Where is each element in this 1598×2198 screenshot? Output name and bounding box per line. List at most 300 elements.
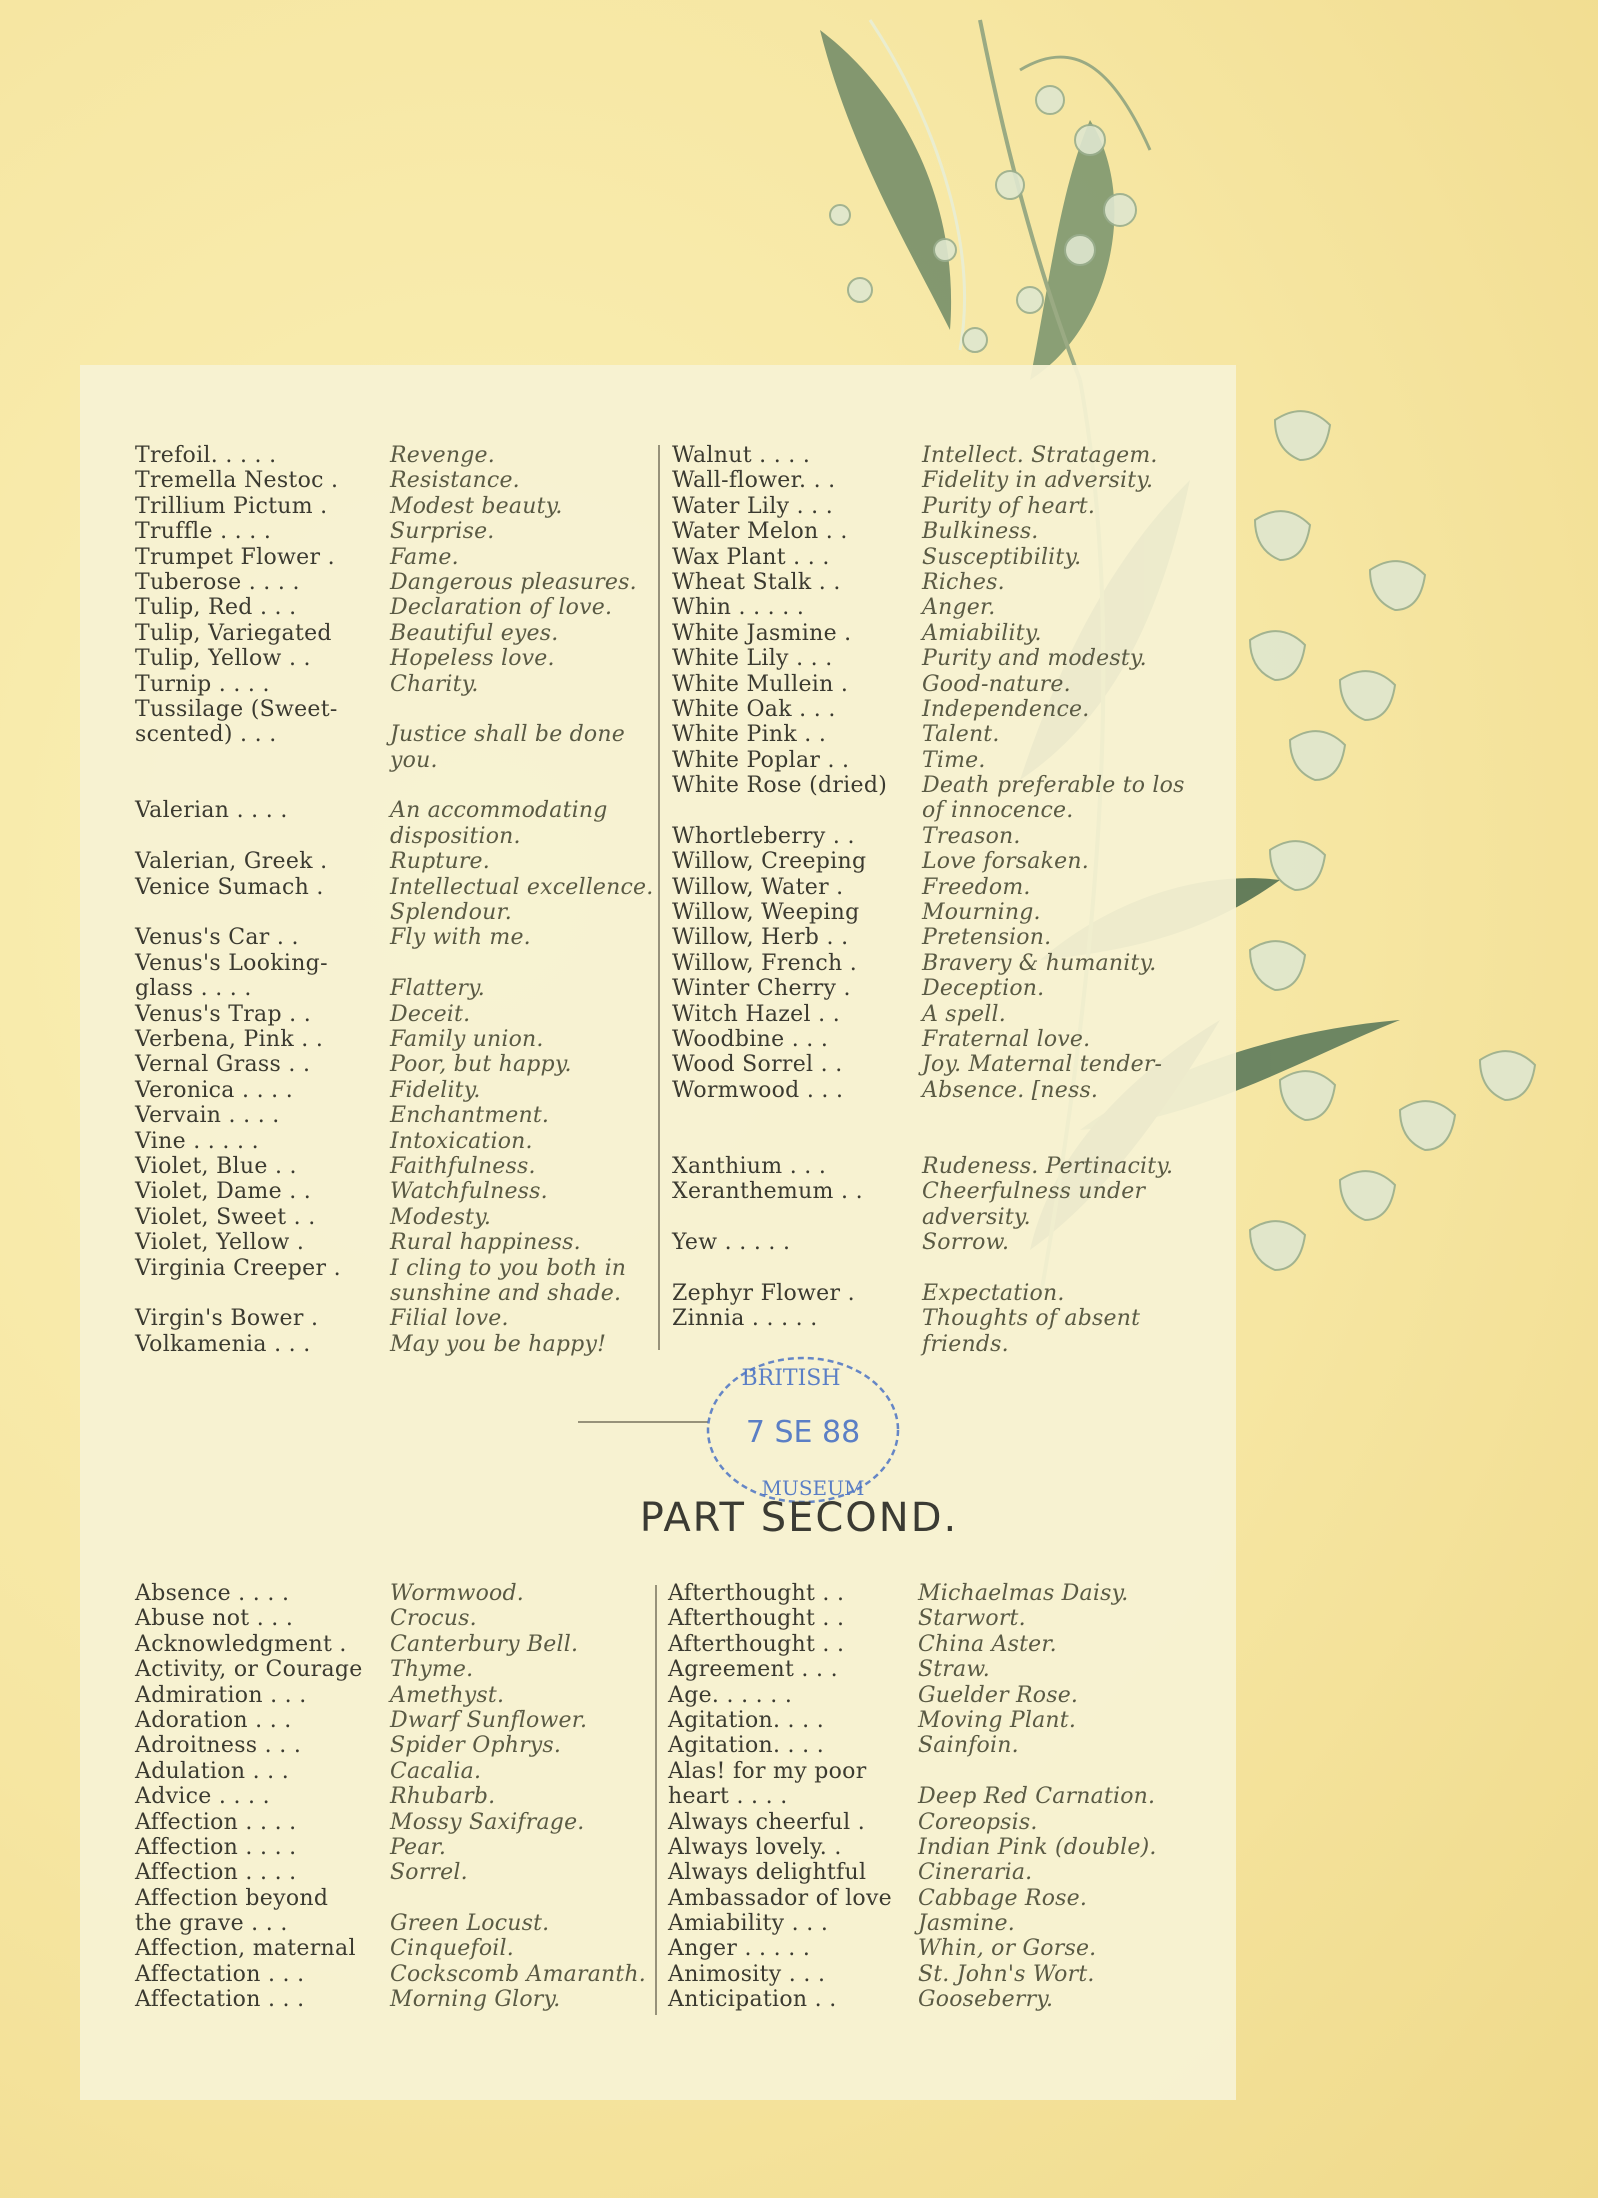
term-meaning: Deception.: [922, 976, 1045, 1002]
flower-term: Wall-flower. . .: [672, 468, 836, 494]
flower-term: Always delightful: [668, 1860, 867, 1886]
term-meaning: Starwort.: [918, 1606, 1026, 1632]
term-meaning: I cling to you both in: [390, 1255, 627, 1281]
list-item: [135, 1332, 653, 1357]
list-item: [668, 1860, 1157, 1885]
list-item: [672, 773, 1185, 798]
list-item: [135, 1281, 653, 1306]
term-meaning: Dwarf Sunflower.: [390, 1707, 588, 1733]
flower-term: Witch Hazel . .: [672, 1001, 841, 1027]
term-meaning: Indian Pink (double).: [918, 1834, 1157, 1860]
flower-term: Afterthought . .: [668, 1581, 845, 1606]
list-item: [668, 1657, 1157, 1682]
flower-term: Abuse not . . .: [135, 1606, 294, 1632]
flower-term: [135, 1281, 390, 1306]
list-item: [135, 1306, 653, 1331]
list-item: [672, 1078, 1185, 1103]
flower-term: [672, 1129, 922, 1154]
flower-term: Affection . . . .: [135, 1809, 297, 1835]
term-meaning: Purity and modesty.: [922, 646, 1147, 672]
flower-term: Affectation . . .: [135, 1961, 305, 1987]
flower-term: Admiration . . .: [135, 1682, 307, 1708]
list-item: [672, 1281, 1185, 1306]
flower-term: Violet, Sweet . .: [135, 1204, 316, 1230]
flower-term: Yew . . . . .: [672, 1230, 791, 1256]
column-divider: [655, 1585, 657, 2015]
term-meaning: China Aster.: [918, 1631, 1057, 1657]
list-item: [668, 1987, 1157, 2012]
term-meaning: friends.: [922, 1331, 1009, 1357]
list-item: [135, 976, 653, 1001]
term-meaning: Flattery.: [390, 976, 485, 1002]
flower-term: Winter Cherry .: [672, 976, 851, 1002]
list-item: [672, 1154, 1185, 1179]
list-item: [135, 951, 653, 976]
list-item: [135, 468, 653, 493]
flower-term: Tuberose . . . .: [135, 569, 300, 595]
flower-term: Violet, Yellow .: [135, 1230, 305, 1256]
term-meaning: Love forsaken.: [922, 849, 1089, 875]
term-meaning: Fidelity in adversity.: [922, 468, 1154, 494]
flower-term: Tulip, Variegated: [135, 620, 332, 646]
list-item: [672, 1129, 1185, 1154]
flower-term: [135, 748, 390, 773]
list-item: [135, 1708, 646, 1733]
term-meaning: Bravery & humanity.: [922, 950, 1157, 976]
flower-term: Wax Plant . . .: [672, 544, 830, 570]
list-item: [672, 621, 1185, 646]
term-meaning: Guelder Rose.: [918, 1682, 1079, 1708]
list-item: [135, 1759, 646, 1784]
term-meaning: Cheerfulness under: [922, 1179, 1146, 1205]
list-item: [135, 1733, 646, 1758]
flower-term: Trillium Pictum .: [135, 493, 328, 519]
list-item: [135, 1606, 646, 1631]
term-meaning: Time.: [922, 747, 986, 773]
list-item: [668, 1962, 1157, 1987]
term-meaning: Modesty.: [390, 1204, 492, 1230]
list-item: [135, 773, 653, 798]
flower-term: Venus's Trap . .: [135, 1001, 312, 1027]
list-item: [135, 1154, 653, 1179]
term-meaning: Charity.: [390, 671, 479, 697]
flower-term: Anticipation . .: [668, 1987, 837, 2013]
list-item: [672, 951, 1185, 976]
list-item: [672, 925, 1185, 950]
list-item: [672, 1205, 1185, 1230]
column-divider: [658, 445, 660, 1350]
flower-term: [135, 824, 390, 849]
term-meaning: Michaelmas Daisy.: [918, 1581, 1129, 1606]
list-item: [135, 1632, 646, 1657]
flower-term: Volkamenia . . .: [135, 1331, 311, 1357]
term-meaning: Talent.: [922, 722, 1000, 748]
term-meaning: Amiability.: [922, 620, 1042, 646]
flower-term: Affectation . . .: [135, 1987, 305, 2013]
list-item: [135, 494, 653, 519]
list-item: [135, 697, 653, 722]
list-item: [672, 1027, 1185, 1052]
flower-term: Venus's Car . .: [135, 925, 299, 951]
flower-term: Water Lily . . .: [672, 493, 834, 519]
list-item: [672, 722, 1185, 747]
list-item: [135, 595, 653, 620]
list-item: [672, 443, 1185, 468]
term-meaning: Expectation.: [922, 1280, 1065, 1306]
list-item: [135, 443, 653, 468]
list-item: [135, 1860, 646, 1885]
list-item: [135, 1962, 646, 1987]
flower-term: Willow, Water .: [672, 874, 844, 900]
term-meaning: Morning Glory.: [390, 1987, 561, 2013]
list-item: [668, 1810, 1157, 1835]
list-item: [672, 824, 1185, 849]
list-item: [668, 1911, 1157, 1936]
list-item: [668, 1835, 1157, 1860]
term-meaning: Deceit.: [390, 1001, 471, 1027]
flower-term: Tulip, Yellow . .: [135, 646, 311, 672]
term-meaning: Faithfulness.: [390, 1153, 536, 1179]
term-meaning: Cacalia.: [390, 1758, 482, 1784]
flower-term: White Lily . . .: [672, 646, 833, 672]
term-meaning: Fidelity.: [390, 1077, 481, 1103]
term-meaning: Cinquefoil.: [390, 1936, 514, 1962]
term-meaning: Purity of heart.: [922, 493, 1096, 519]
flower-term: Anger . . . . .: [668, 1936, 811, 1962]
part-two-right-column: [668, 1581, 1157, 2013]
list-item: [135, 748, 653, 773]
flower-term: Agreement . . .: [668, 1657, 838, 1683]
flower-term: Valerian, Greek .: [135, 849, 328, 875]
list-item: [668, 1784, 1157, 1809]
flower-term: Absence . . . .: [135, 1581, 290, 1606]
list-item: [672, 1306, 1185, 1331]
part-two-left-column: [135, 1581, 646, 2013]
flower-term: Activity, or Courage: [135, 1657, 363, 1683]
term-meaning: Cockscomb Amaranth.: [390, 1961, 646, 1987]
flower-term: Agitation. . . .: [668, 1707, 825, 1733]
list-item: [135, 925, 653, 950]
term-meaning: Rudeness. Pertinacity.: [922, 1153, 1174, 1179]
flower-term: [672, 798, 922, 823]
list-item: [135, 1103, 653, 1128]
flower-term: scented) . . .: [135, 722, 277, 748]
flower-term: Water Melon . .: [672, 519, 848, 545]
flower-term: Truffle . . . .: [135, 519, 272, 545]
term-meaning: Pear.: [390, 1834, 447, 1860]
term-meaning: Poor, but happy.: [390, 1052, 572, 1078]
term-meaning: Splendour.: [390, 900, 512, 926]
flower-term: Turnip . . . .: [135, 671, 270, 697]
list-item: [135, 1683, 646, 1708]
list-item: [135, 1657, 646, 1682]
term-meaning: of innocence.: [922, 798, 1074, 824]
term-meaning: Sorrel.: [390, 1860, 468, 1886]
list-item: [668, 1708, 1157, 1733]
list-item: [672, 748, 1185, 773]
list-item: [135, 875, 653, 900]
list-item: [135, 672, 653, 697]
flower-term: Violet, Blue . .: [135, 1153, 297, 1179]
flower-term: Xanthium . . .: [672, 1153, 827, 1179]
flower-term: Affection . . . .: [135, 1860, 297, 1886]
term-meaning: Hopeless love.: [390, 646, 555, 672]
list-item: [135, 798, 653, 823]
list-item: [672, 900, 1185, 925]
term-meaning: Absence. [ness.: [922, 1077, 1099, 1103]
part-one-right-column: [672, 443, 1185, 1357]
list-item: [672, 494, 1185, 519]
flower-term: White Pink . .: [672, 722, 827, 748]
term-meaning: Riches.: [922, 569, 1005, 595]
flower-term: [135, 773, 390, 798]
term-meaning: Revenge.: [390, 443, 495, 468]
term-meaning: An accommodating: [390, 798, 608, 824]
flower-term: [672, 1256, 922, 1281]
list-item: [135, 545, 653, 570]
flower-term: Animosity . . .: [668, 1961, 826, 1987]
list-item: [135, 1052, 653, 1077]
list-item: [672, 798, 1185, 823]
flower-term: Always lovely. .: [668, 1834, 842, 1860]
term-meaning: Declaration of love.: [390, 595, 613, 621]
term-meaning: Intellectual excellence.: [390, 874, 654, 900]
flower-term: Affection beyond: [135, 1885, 329, 1911]
flower-term: Adroitness . . .: [135, 1733, 302, 1759]
list-item: [672, 646, 1185, 671]
list-item: [135, 722, 653, 747]
flower-term: Verbena, Pink . .: [135, 1026, 324, 1052]
flower-term: Valerian . . . .: [135, 798, 288, 824]
flower-term: Tremella Nestoc .: [135, 468, 339, 494]
flower-term: Acknowledgment .: [135, 1631, 347, 1657]
term-meaning: Gooseberry.: [918, 1987, 1054, 2013]
flower-term: Vine . . . . .: [135, 1128, 259, 1154]
flower-term: Woodbine . . .: [672, 1026, 829, 1052]
flower-term: Willow, Herb . .: [672, 925, 849, 951]
flower-term: Virgin's Bower .: [135, 1306, 319, 1332]
term-meaning: Sorrow.: [922, 1230, 1010, 1256]
list-item: [135, 1179, 653, 1204]
list-item: [668, 1632, 1157, 1657]
term-meaning: Sainfoin.: [918, 1733, 1019, 1759]
list-item: [672, 1256, 1185, 1281]
list-item: [135, 1256, 653, 1281]
term-meaning: Mourning.: [922, 900, 1041, 926]
term-meaning: Spider Ophrys.: [390, 1733, 562, 1759]
list-item: [135, 1230, 653, 1255]
term-meaning: Treason.: [922, 823, 1021, 849]
term-meaning: Wormwood.: [390, 1581, 524, 1606]
term-meaning: Modest beauty.: [390, 493, 563, 519]
svg-text:7 SE 88: 7 SE 88: [745, 1415, 861, 1450]
list-item: [672, 1052, 1185, 1077]
list-item: [135, 1886, 646, 1911]
flower-term: Wheat Stalk . .: [672, 569, 841, 595]
list-item: [672, 875, 1185, 900]
term-meaning: Crocus.: [390, 1606, 477, 1632]
list-item: [668, 1581, 1157, 1606]
flower-term: Walnut . . . .: [672, 443, 811, 468]
term-meaning: Straw.: [918, 1657, 990, 1683]
list-item: [135, 849, 653, 874]
term-meaning: Susceptibility.: [922, 544, 1082, 570]
flower-term: Vernal Grass . .: [135, 1052, 311, 1078]
flower-term: Affection . . . .: [135, 1834, 297, 1860]
flower-term: the grave . . .: [135, 1911, 288, 1937]
flower-term: Xeranthemum . .: [672, 1179, 863, 1205]
term-meaning: May you be happy!: [390, 1331, 607, 1357]
list-item: [672, 697, 1185, 722]
list-item: [135, 1987, 646, 2012]
term-meaning: Fly with me.: [390, 925, 531, 951]
term-meaning: Family union.: [390, 1026, 544, 1052]
term-meaning: Fame.: [390, 544, 459, 570]
term-meaning: Rupture.: [390, 849, 490, 875]
term-meaning: Joy. Maternal tender-: [922, 1052, 1163, 1078]
term-meaning: Freedom.: [922, 874, 1031, 900]
term-meaning: Deep Red Carnation.: [918, 1784, 1156, 1810]
flower-term: Willow, French .: [672, 950, 858, 976]
term-meaning: Dangerous pleasures.: [390, 569, 637, 595]
term-meaning: you.: [390, 747, 438, 773]
term-meaning: Surprise.: [390, 519, 495, 545]
flower-term: White Mullein .: [672, 671, 849, 697]
svg-text:MUSEUM: MUSEUM: [761, 1476, 865, 1500]
flower-term: Tulip, Red . . .: [135, 595, 297, 621]
flower-term: Venice Sumach .: [135, 874, 324, 900]
list-item: [135, 1205, 653, 1230]
term-meaning: Rural happiness.: [390, 1230, 581, 1256]
term-meaning: Death preferable to los: [922, 773, 1185, 799]
list-item: [135, 646, 653, 671]
svg-text:BRITISH: BRITISH: [741, 1366, 841, 1391]
term-meaning: Fraternal love.: [922, 1026, 1091, 1052]
flower-term: Trumpet Flower .: [135, 544, 335, 570]
term-meaning: Watchfulness.: [390, 1179, 548, 1205]
part-second-heading: PART SECOND.: [639, 1495, 959, 1541]
flower-term: Amiability . . .: [668, 1911, 829, 1937]
term-meaning: Resistance.: [390, 468, 520, 494]
flower-term: Trefoil. . . . .: [135, 443, 277, 468]
list-item: [672, 976, 1185, 1001]
list-item: [672, 519, 1185, 544]
term-meaning: Pretension.: [922, 925, 1052, 951]
list-item: [672, 1103, 1185, 1128]
flower-term: Violet, Dame . .: [135, 1179, 312, 1205]
list-item: [135, 1936, 646, 1961]
term-meaning: Cineraria.: [918, 1860, 1033, 1886]
term-meaning: Green Locust.: [390, 1911, 550, 1937]
flower-term: glass . . . .: [135, 976, 252, 1002]
list-item: [135, 1911, 646, 1936]
term-meaning: Independence.: [922, 696, 1090, 722]
flower-term: Whortleberry . .: [672, 823, 855, 849]
flower-term: Willow, Weeping: [672, 900, 860, 926]
list-item: [135, 824, 653, 849]
list-item: [668, 1886, 1157, 1911]
list-item: [135, 1129, 653, 1154]
list-item: [668, 1606, 1157, 1631]
list-item: [135, 570, 653, 595]
flower-term: Whin . . . . .: [672, 595, 805, 621]
list-item: [672, 672, 1185, 697]
flower-term: White Rose (dried): [672, 773, 888, 799]
term-meaning: Filial love.: [390, 1306, 509, 1332]
term-meaning: Jasmine.: [918, 1911, 1015, 1937]
flower-term: Advice . . . .: [135, 1784, 270, 1810]
flower-term: Vervain . . . .: [135, 1103, 280, 1129]
list-item: [135, 1027, 653, 1052]
list-item: [672, 1179, 1185, 1204]
flower-term: Zinnia . . . . .: [672, 1306, 818, 1332]
term-meaning: Canterbury Bell.: [390, 1631, 579, 1657]
flower-term: Tussilage (Sweet-: [135, 696, 338, 722]
part-one-left-column: [135, 443, 653, 1357]
term-meaning: Whin, or Gorse.: [918, 1936, 1097, 1962]
flower-term: Ambassador of love: [668, 1885, 892, 1911]
list-item: [668, 1683, 1157, 1708]
flower-term: Adulation . . .: [135, 1758, 290, 1784]
term-meaning: Moving Plant.: [918, 1707, 1077, 1733]
flower-term: Agitation. . . .: [668, 1733, 825, 1759]
list-item: [135, 1078, 653, 1103]
flower-term: Willow, Creeping: [672, 849, 867, 875]
list-item: [135, 621, 653, 646]
list-item: [135, 519, 653, 544]
term-meaning: Cabbage Rose.: [918, 1885, 1088, 1911]
flower-term: Age. . . . . .: [668, 1682, 793, 1708]
list-item: [135, 1581, 646, 1606]
term-meaning: Enchantment.: [390, 1103, 550, 1129]
term-meaning: adversity.: [922, 1204, 1031, 1230]
flower-term: [672, 1103, 922, 1128]
term-meaning: sunshine and shade.: [390, 1280, 622, 1306]
term-meaning: St. John's Wort.: [918, 1961, 1095, 1987]
flower-term: Wormwood . . .: [672, 1077, 844, 1103]
list-item: [668, 1759, 1157, 1784]
flower-term: Adoration . . .: [135, 1707, 292, 1733]
list-item: [672, 1230, 1185, 1255]
list-item: [135, 900, 653, 925]
term-meaning: Good-nature.: [922, 671, 1071, 697]
list-item: [135, 1784, 646, 1809]
list-item: [135, 1835, 646, 1860]
flower-term: White Jasmine .: [672, 620, 852, 646]
flower-term: Always cheerful .: [668, 1809, 866, 1835]
flower-term: White Poplar . .: [672, 747, 850, 773]
flower-term: Affection, maternal: [135, 1936, 356, 1962]
list-item: [668, 1936, 1157, 1961]
flower-term: Afterthought . .: [668, 1606, 845, 1632]
flower-term: Veronica . . . .: [135, 1077, 294, 1103]
flower-term: Wood Sorrel . .: [672, 1052, 843, 1078]
list-item: [672, 595, 1185, 620]
term-meaning: Intoxication.: [390, 1128, 533, 1154]
term-meaning: Rhubarb.: [390, 1784, 496, 1810]
flower-term: Afterthought . .: [668, 1631, 845, 1657]
flower-term: Alas! for my poor: [668, 1758, 867, 1784]
term-meaning: Justice shall be done: [390, 722, 625, 748]
term-meaning: A spell.: [922, 1001, 1006, 1027]
term-meaning: Bulkiness.: [922, 519, 1039, 545]
list-item: [672, 1002, 1185, 1027]
flower-term: Venus's Looking-: [135, 950, 328, 976]
flower-term: heart . . . .: [668, 1784, 788, 1810]
term-meaning: disposition.: [390, 823, 521, 849]
list-item: [672, 545, 1185, 570]
library-stamp: [683, 1345, 913, 1520]
